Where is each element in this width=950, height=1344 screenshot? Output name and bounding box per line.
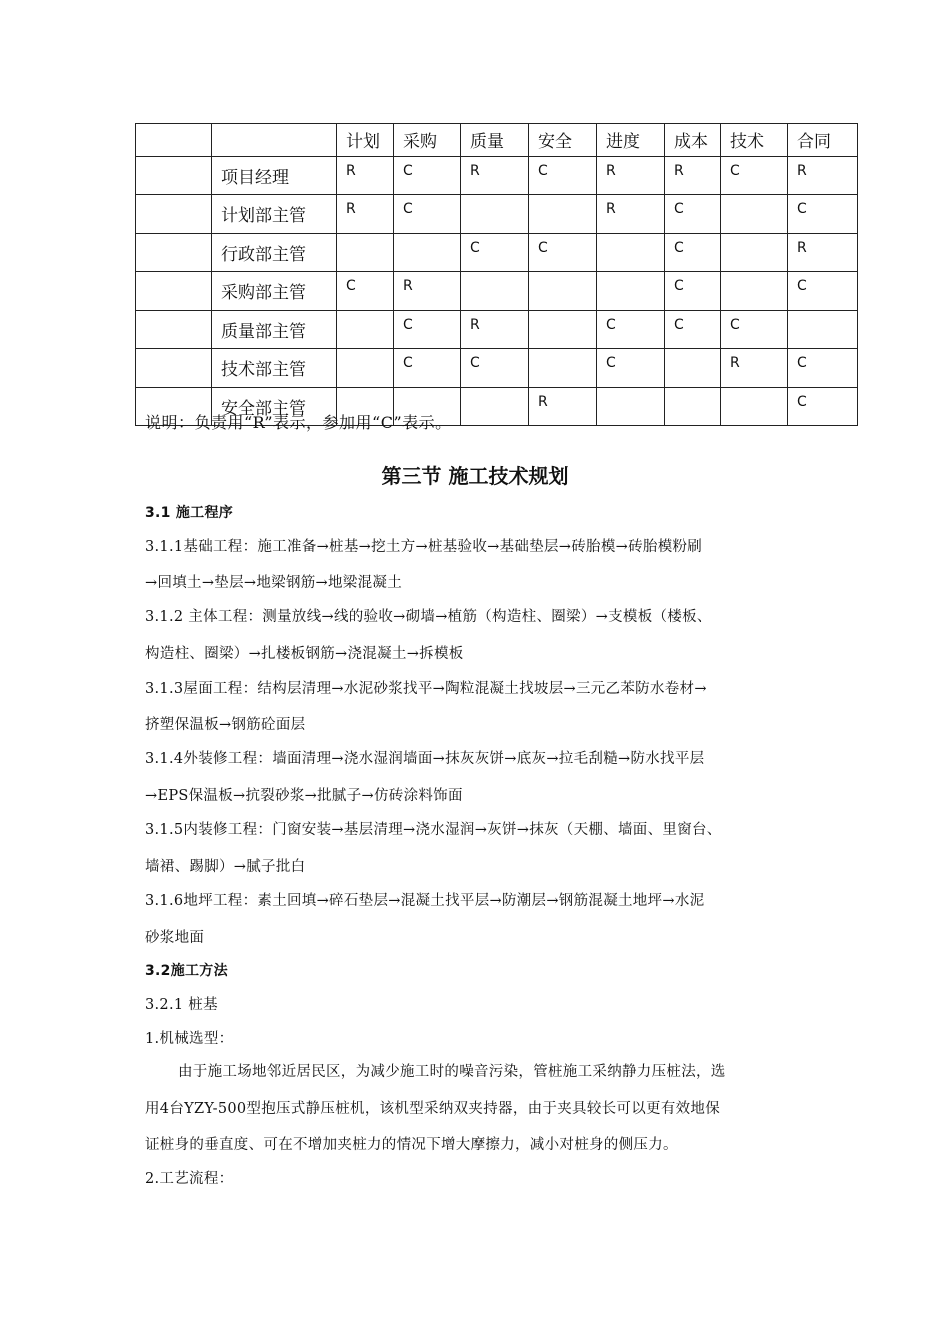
section-title: 第三节 施工技术规划 xyxy=(381,464,569,488)
body-line: 挤塑保温板→钢筋砼面层 xyxy=(145,717,306,733)
subsection-heading: 3.1 施工程序 xyxy=(145,505,234,521)
blank-cell xyxy=(136,349,212,388)
header-cell: 成本 xyxy=(665,124,721,157)
mark-cell: C xyxy=(394,156,461,195)
body-line: →EPS保温板→抗裂砂浆→批腻子→仿砖涂料饰面 xyxy=(145,788,463,804)
body-line: 砂浆地面 xyxy=(145,930,205,946)
body-line: 3.1.1基础工程：施工准备→桩基→挖土方→桩基验收→基础垫层→砖胎模→砖胎模粉刷 xyxy=(145,539,703,555)
mark-cell: C xyxy=(394,310,461,349)
mark-cell: C xyxy=(788,195,858,234)
mark-cell xyxy=(597,233,665,272)
mark-cell: R xyxy=(788,156,858,195)
header-cell: 进度 xyxy=(597,124,665,157)
mark-cell xyxy=(337,310,394,349)
header-cell: 采购 xyxy=(394,124,461,157)
mark-cell: R xyxy=(461,156,529,195)
mark-cell: C xyxy=(665,233,721,272)
mark-cell: C xyxy=(665,272,721,311)
mark-cell: C xyxy=(721,310,788,349)
header-cell: 合同 xyxy=(788,124,858,157)
mark-cell: R xyxy=(461,310,529,349)
mark-cell: C xyxy=(788,387,858,426)
body-line: 3.1.4外装修工程：墙面清理→浇水湿润墙面→抹灰灰饼→底灰→拉毛刮糙→防水找平层 xyxy=(145,751,705,767)
mark-cell: C xyxy=(788,349,858,388)
mark-cell: C xyxy=(394,349,461,388)
mark-cell: R xyxy=(394,272,461,311)
body-line: 由于施工场地邻近居民区，为减少施工时的噪音污染，管桩施工采纳静力压桩法，选 xyxy=(178,1064,726,1080)
mark-cell xyxy=(721,387,788,426)
role-cell: 采购部主管 xyxy=(212,272,337,311)
header-cell xyxy=(136,124,212,157)
mark-cell xyxy=(337,349,394,388)
responsibility-matrix-table xyxy=(135,123,858,426)
body-line: 墙裙、踢脚）→腻子批白 xyxy=(145,859,306,875)
header-cell: 质量 xyxy=(461,124,529,157)
mark-cell: C xyxy=(461,349,529,388)
mark-cell xyxy=(529,272,597,311)
role-cell: 安全部主管 xyxy=(212,387,337,426)
blank-cell xyxy=(136,195,212,234)
mark-cell xyxy=(461,272,529,311)
mark-cell: R xyxy=(788,233,858,272)
mark-cell: C xyxy=(665,195,721,234)
mark-cell: C xyxy=(597,310,665,349)
mark-cell: R xyxy=(529,387,597,426)
body-line: 3.1.2 主体工程：测量放线→线的验收→砌墙→植筋（构造柱、圈梁）→支模板（楼板、 xyxy=(145,609,712,625)
mark-cell xyxy=(394,233,461,272)
table-row xyxy=(136,233,858,272)
table-row xyxy=(136,195,858,234)
mark-cell xyxy=(529,195,597,234)
body-line: 构造柱、圈梁）→扎楼板钢筋→浇混凝土→拆模板 xyxy=(145,646,464,662)
mark-cell xyxy=(721,195,788,234)
mark-cell: R xyxy=(721,349,788,388)
role-cell: 项目经理 xyxy=(212,156,337,195)
mark-cell: C xyxy=(394,195,461,234)
mark-cell xyxy=(529,349,597,388)
mark-cell: R xyxy=(597,195,665,234)
mark-cell: R xyxy=(597,156,665,195)
role-cell: 技术部主管 xyxy=(212,349,337,388)
mark-cell xyxy=(665,387,721,426)
header-cell: 技术 xyxy=(721,124,788,157)
blank-cell xyxy=(136,233,212,272)
role-cell: 质量部主管 xyxy=(212,310,337,349)
header-cell: 安全 xyxy=(529,124,597,157)
body-line: 1.机械选型： xyxy=(145,1031,234,1047)
blank-cell xyxy=(136,310,212,349)
mark-cell: R xyxy=(337,156,394,195)
mark-cell xyxy=(461,195,529,234)
body-line: 3.2.1 桩基 xyxy=(145,997,218,1013)
mark-cell xyxy=(721,233,788,272)
body-line: →回填土→垫层→地梁钢筋→地梁混凝土 xyxy=(145,575,402,591)
table-header-row xyxy=(136,124,858,157)
mark-cell: C xyxy=(788,272,858,311)
role-cell: 计划部主管 xyxy=(212,195,337,234)
mark-cell xyxy=(529,310,597,349)
body-line: 3.1.5内装修工程：门窗安装→基层清理→浇水湿润→灰饼→抹灰（天棚、墙面、里窗台、 xyxy=(145,822,722,838)
body-line: 证桩身的垂直度、可在不增加夹桩力的情况下增大摩擦力，减小对桩身的侧压力。 xyxy=(145,1137,678,1153)
mark-cell: R xyxy=(337,195,394,234)
table-note: 说明：负责用“R”表示，参加用“C”表示。 xyxy=(145,413,452,432)
role-cell: 行政部主管 xyxy=(212,233,337,272)
mark-cell xyxy=(597,272,665,311)
mark-cell: C xyxy=(665,310,721,349)
header-cell xyxy=(212,124,337,157)
body-line: 2.工艺流程： xyxy=(145,1171,234,1187)
table-row xyxy=(136,272,858,311)
mark-cell xyxy=(337,233,394,272)
body-line: 3.1.3屋面工程：结构层清理→水泥砂浆找平→陶粒混凝土找坡层→三元乙苯防水卷材→ xyxy=(145,681,707,697)
table-row xyxy=(136,310,858,349)
mark-cell xyxy=(665,349,721,388)
mark-cell xyxy=(461,387,529,426)
mark-cell xyxy=(597,387,665,426)
body-line: 用4台YZY-500型抱压式静压桩机，该机型采纳双夹持器，由于夹具较长可以更有效地保 xyxy=(145,1101,721,1117)
table-row xyxy=(136,156,858,195)
mark-cell: R xyxy=(665,156,721,195)
mark-cell: C xyxy=(461,233,529,272)
mark-cell: C xyxy=(529,233,597,272)
blank-cell xyxy=(136,272,212,311)
mark-cell: C xyxy=(529,156,597,195)
mark-cell xyxy=(721,272,788,311)
mark-cell: C xyxy=(597,349,665,388)
subsection-heading: 3.2施工方法 xyxy=(145,963,228,979)
mark-cell: C xyxy=(337,272,394,311)
body-line: 3.1.6地坪工程：素土回填→碎石垫层→混凝土找平层→防潮层→钢筋混凝土地坪→水泥 xyxy=(145,893,705,909)
table-row xyxy=(136,349,858,388)
blank-cell xyxy=(136,156,212,195)
mark-cell xyxy=(788,310,858,349)
mark-cell: C xyxy=(721,156,788,195)
header-cell: 计划 xyxy=(337,124,394,157)
